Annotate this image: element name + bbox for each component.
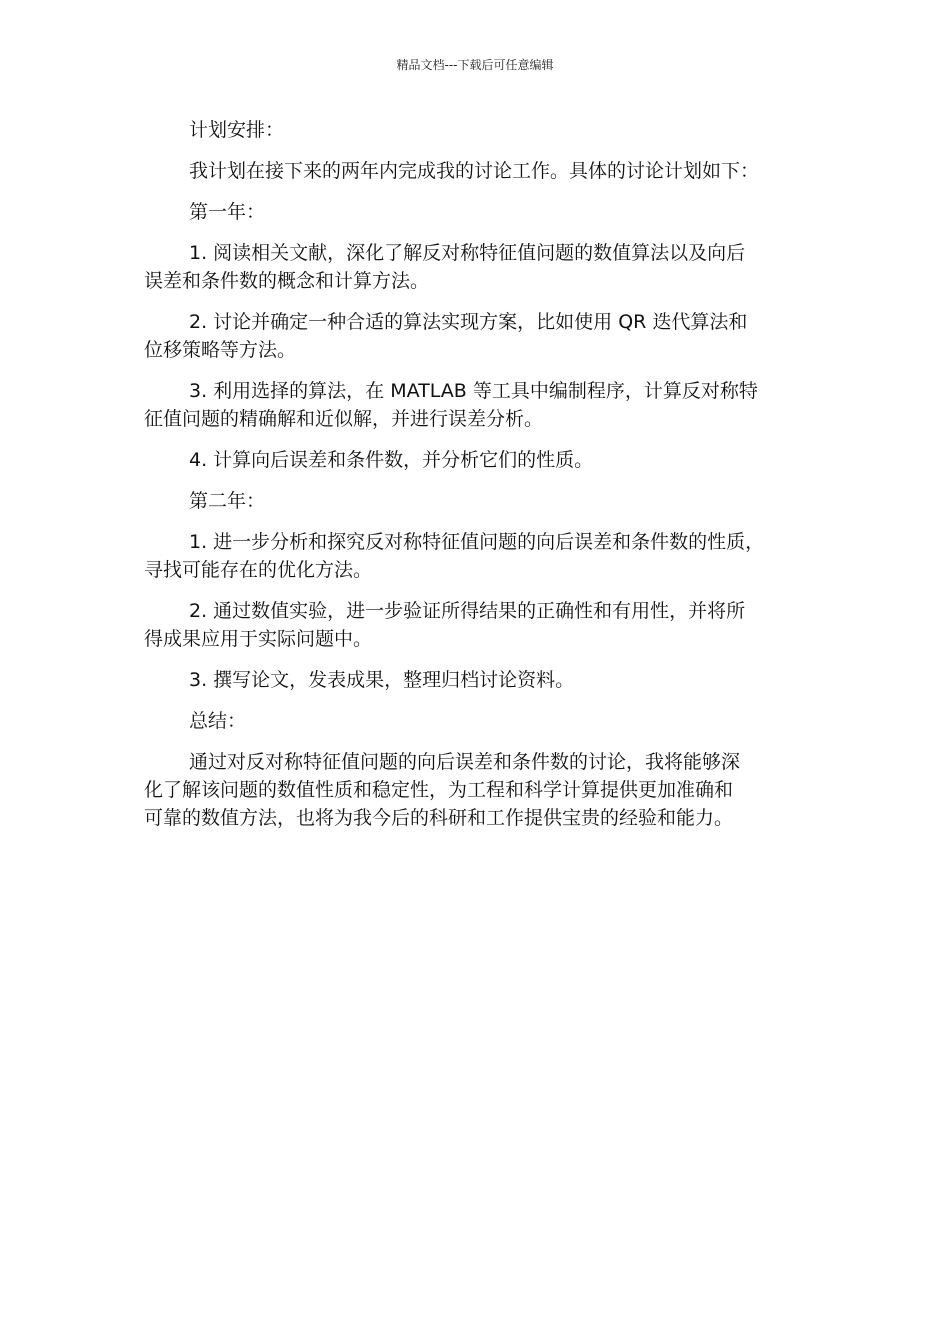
intro-paragraph: 我计划在接下来的两年内完成我的讨论工作。具体的讨论计划如下： <box>189 160 760 182</box>
summary-paragraph: 通过对反对称特征值问题的向后误差和条件数的讨论，我将能够深 化了解该问题的数值性质和稳定性，为工程和科学计算提供更加准确和 可靠的数值方法，也将为我今后的科研和工作提供宝贵的经验和能力。 <box>144 751 741 829</box>
section-heading-year-two: 第二年： <box>189 490 266 512</box>
year-two-item-3: 3. 撰写论文，发表成果，整理归档讨论资料。 <box>189 669 575 691</box>
year-one-item-2: 2. 讨论并确定一种合适的算法实现方案，比如使用 QR 迭代算法和 位移策略等方法。 <box>144 311 748 361</box>
section-heading-plan: 计划安排： <box>189 119 285 141</box>
year-two-item-2: 2. 通过数值实验，进一步验证所得结果的正确性和有用性，并将所 得成果应用于实际问题中。 <box>144 600 746 650</box>
year-one-item-3: 3. 利用选择的算法，在 MATLAB 等工具中编制程序，计算反对称特 征值问题的精确解和近似解，并进行误差分析。 <box>144 380 758 430</box>
document-body <box>144 116 812 845</box>
year-two-item-1: 1. 进一步分析和探究反对称特征值问题的向后误差和条件数的性质， 寻找可能存在的优化方法。 <box>144 531 765 581</box>
section-heading-year-one: 第一年： <box>189 201 266 223</box>
section-heading-summary: 总结： <box>189 710 247 732</box>
year-one-item-4: 4. 计算向后误差和条件数，并分析它们的性质。 <box>189 449 594 471</box>
page-header: 精品文档---下载后可任意编辑 <box>396 58 554 72</box>
year-one-item-1: 1. 阅读相关文献，深化了解反对称特征值问题的数值算法以及向后 误差和条件数的概念和计算方法。 <box>144 242 746 292</box>
